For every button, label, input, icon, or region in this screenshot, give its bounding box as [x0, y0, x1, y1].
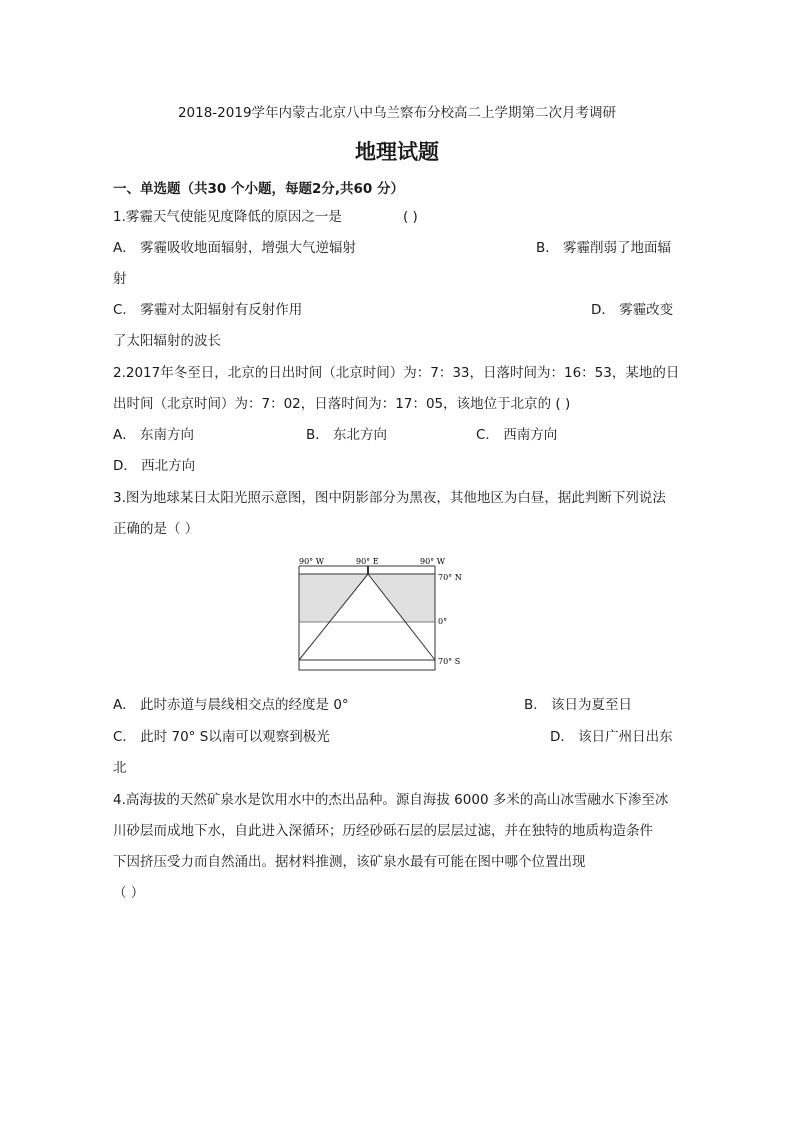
label-lon-left: 90° W [299, 557, 324, 566]
label-lat-top: 70° N [438, 573, 462, 582]
page-title: 地理试题 [355, 139, 439, 164]
q2-option-c: C． 西南方向 [476, 427, 558, 443]
q1-option-b-cont: 射 [113, 271, 127, 287]
q3-stem-line1: 3.图为地球某日太阳光照示意图，图中阴影部分为黑夜，其他地区为白昼，据此判断下列说法 [113, 490, 666, 506]
q1-stem: 1.雾霾天气使能见度降低的原因之一是 [113, 209, 342, 225]
q3-option-c: C． 此时 70° S以南可以观察到极光 [113, 729, 330, 745]
q4-stem-line3: 下因挤压受力而自然涌出。据材料推测，该矿泉水最有可能在图中哪个位置出现 [113, 854, 586, 870]
q3-option-d-cont: 北 [113, 760, 127, 776]
q4-answer-paren: （ ） [113, 885, 145, 901]
q3-stem-line2: 正确的是（ ） [113, 521, 199, 537]
q4-stem-line1: 4.高海拔的天然矿泉水是饮用水中的杰出品种。源自海拔 6000 多米的高山冰雪融水下渗至冰 [113, 792, 669, 808]
q1-option-a: A． 雾霾吸收地面辐射，增强大气逆辐射 [113, 240, 357, 256]
exam-subtitle: 2018-2019学年内蒙古北京八中乌兰察布分校高二上学期第二次月考调研 [177, 105, 617, 121]
label-lat-bottom: 70° S [438, 657, 461, 666]
q1-option-d-cont: 了太阳辐射的波长 [113, 333, 221, 349]
q1-option-b: B． 雾霾削弱了地面辐 [536, 240, 672, 256]
q2-option-b: B． 东北方向 [306, 427, 388, 443]
q2-option-d: D． 西北方向 [113, 458, 196, 474]
q1-answer-paren: ( ) [403, 209, 418, 225]
q2-option-a: A． 东南方向 [113, 427, 195, 443]
q1-option-d: D． 雾霾改变 [591, 302, 674, 318]
q3-option-a: A． 此时赤道与晨线相交点的经度是 0° [113, 697, 349, 713]
q4-stem-line2: 川砂层而成地下水，自此进入深循环；历经砂砾石层的层层过滤，并在独特的地质构造条件 [113, 823, 653, 839]
label-lon-right: 90° W [420, 557, 445, 566]
q3-option-d: D． 该日广州日出东 [550, 729, 673, 745]
label-lon-mid: 90° E [356, 557, 379, 566]
section-heading: 一、单选题（共30 个小题，每题2分,共60 分） [113, 181, 404, 197]
label-lat-mid: 0° [438, 617, 448, 626]
q3-option-b: B． 该日为夏至日 [524, 697, 633, 713]
q1-option-c: C． 雾霾对太阳辐射有反射作用 [113, 302, 303, 318]
q2-stem-line1: 2.2017年冬至日，北京的日出时间（北京时间）为：7：33，日落时间为：16：53，某地的日 [113, 365, 680, 381]
q2-stem-line2: 出时间（北京时间）为：7：02，日落时间为：17：05，该地位于北京的 ( ) [113, 396, 571, 412]
sunlight-diagram [290, 556, 480, 678]
